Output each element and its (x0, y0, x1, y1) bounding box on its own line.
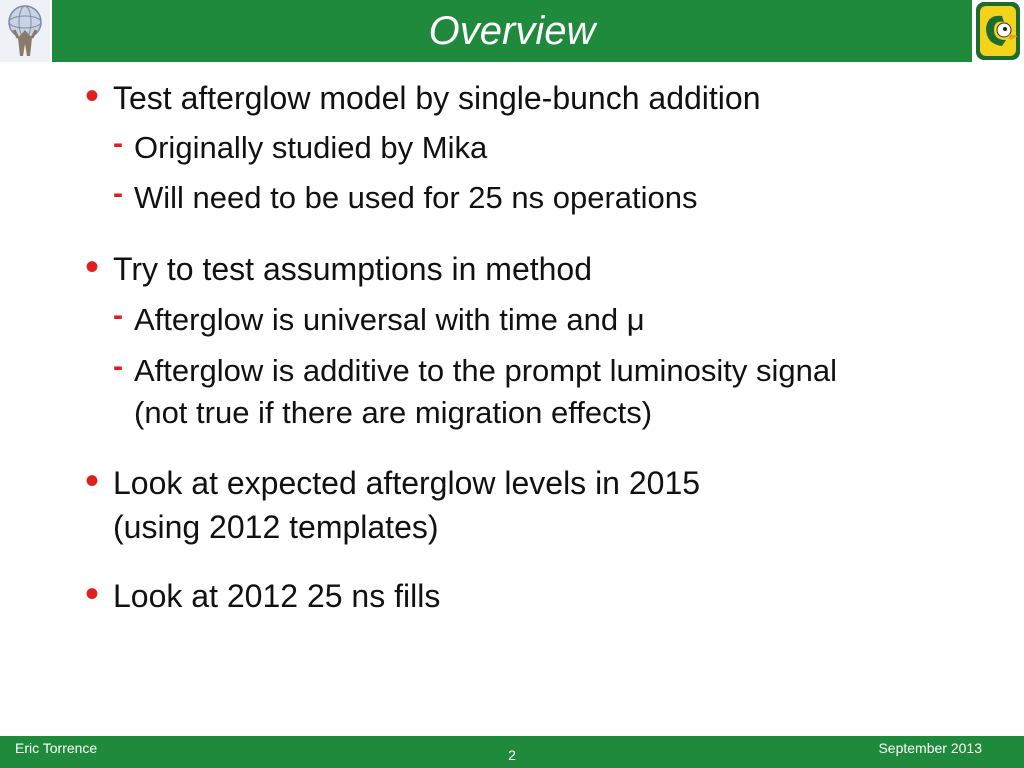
sub-bullet-text: Afterglow is additive to the prompt luminosity signal (134, 353, 837, 388)
bullet-text: Test afterglow model by single-bunch addition (113, 80, 761, 116)
footer-bar (0, 736, 1024, 768)
bullet-text: Look at expected afterglow levels in 2015 (113, 465, 701, 501)
dash-icon: - (113, 177, 123, 210)
page-number: 2 (508, 747, 516, 763)
title-bar (52, 0, 972, 62)
bullet-text: (using 2012 templates) (113, 509, 439, 545)
footer-author: Eric Torrence (15, 740, 98, 756)
sub-bullet-text: Afterglow is universal with time and μ (134, 302, 645, 337)
bullet-dot-icon: • (85, 459, 100, 503)
bullet-dot-icon: • (85, 245, 100, 289)
bullet-text: Look at 2012 25 ns fills (113, 578, 441, 614)
bullet-dot-icon: • (85, 572, 100, 616)
dash-icon: - (113, 350, 123, 383)
dash-icon: - (113, 299, 123, 332)
sub-bullet-text: Originally studied by Mika (134, 130, 488, 165)
footer-date: September 2013 (878, 740, 982, 756)
slide-title: Overview (428, 9, 596, 53)
bullet-dot-icon: • (85, 74, 100, 118)
bullet-text: Try to test assumptions in method (113, 251, 593, 287)
atlas-logo-icon (0, 0, 50, 62)
dash-icon: - (113, 127, 123, 160)
sub-bullet-text: (not true if there are migration effects) (134, 395, 653, 430)
sub-bullet-text: Will need to be used for 25 ns operations (134, 180, 698, 215)
oregon-duck-logo-icon (972, 0, 1024, 62)
